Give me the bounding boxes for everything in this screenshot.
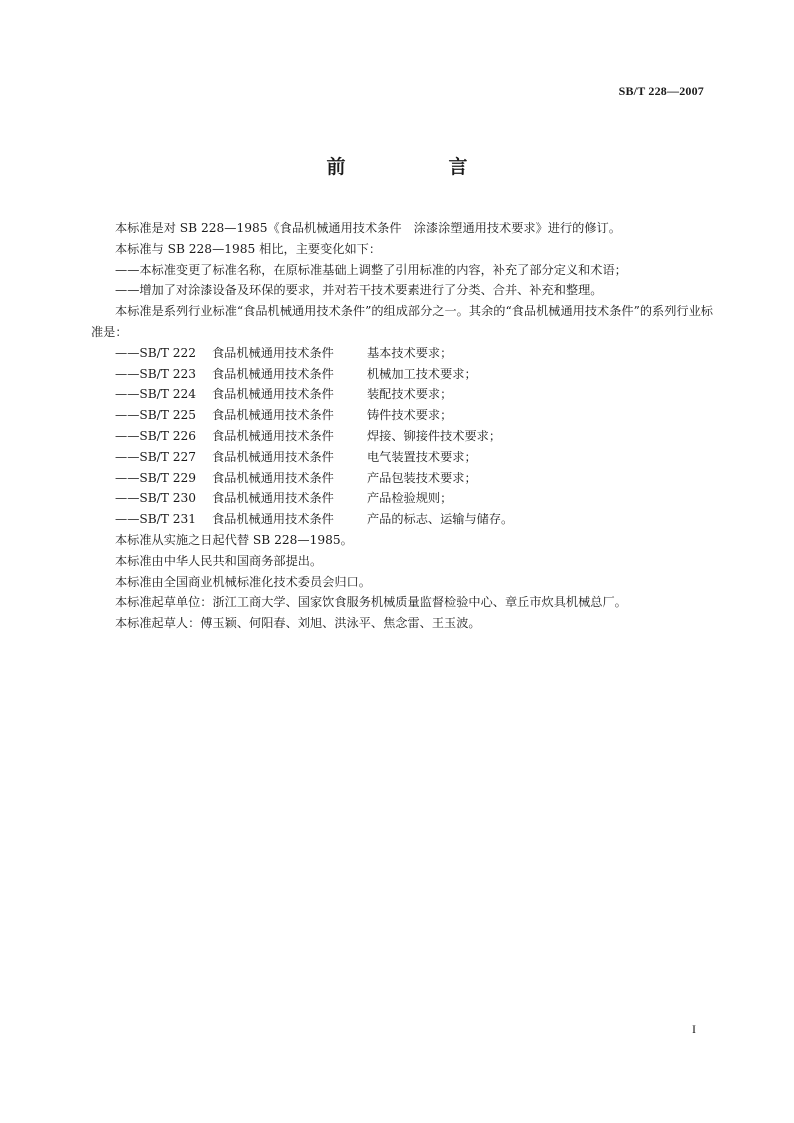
foreword-body xyxy=(91,218,713,634)
standard-topic: 铸件技术要求； xyxy=(367,408,453,423)
paragraph-drafters: 本标准起草人：傅玉颖、何阳春、刘旭、洪泳平、焦念雷、王玉波。 xyxy=(115,616,481,631)
list-item xyxy=(91,426,713,447)
series-name: 食品机械通用技术条件 xyxy=(212,491,334,506)
paragraph-drafting-units: 本标准起草单位：浙江工商大学、国家饮食服务机械质量监督检验中心、章丘市炊具机械总厂。 xyxy=(115,595,627,610)
standard-number: ——SB/T 230 xyxy=(115,491,197,506)
paragraph-change-1: ——本标准变更了标准名称，在原标准基础上调整了引用标准的内容，补充了部分定义和术语； xyxy=(115,262,627,277)
series-name: 食品机械通用技术条件 xyxy=(212,428,334,443)
paragraph-proposer: 本标准由中华人民共和国商务部提出。 xyxy=(115,553,323,568)
standard-code: SB/T 228—2007 xyxy=(618,84,704,98)
standard-topic: 产品包装技术要求； xyxy=(367,470,477,485)
series-name: 食品机械通用技术条件 xyxy=(212,512,334,527)
list-item xyxy=(91,343,713,364)
standard-topic: 产品检验规则； xyxy=(367,491,453,506)
standard-number: ——SB/T 224 xyxy=(115,387,197,402)
series-name: 食品机械通用技术条件 xyxy=(212,366,334,381)
series-name: 食品机械通用技术条件 xyxy=(212,387,334,402)
paragraph-change-2: ——增加了对涂漆设备及环保的要求，并对若干技术要素进行了分类、合并、补充和整理。 xyxy=(115,283,603,298)
standard-number: ——SB/T 229 xyxy=(115,470,197,485)
standard-number: ——SB/T 227 xyxy=(115,449,197,464)
list-item xyxy=(91,405,713,426)
series-name: 食品机械通用技术条件 xyxy=(212,345,334,360)
standard-topic: 装配技术要求； xyxy=(367,387,453,402)
paragraph-replacement: 本标准从实施之日起代替 SB 228—1985。 xyxy=(115,532,353,547)
paragraph-series-intro: 本标准是系列行业标准“食品机械通用技术条件”的组成部分之一。其余的“食品机械通用技术条件”的系列行业标准是： xyxy=(91,304,713,339)
standard-number: ——SB/T 225 xyxy=(115,408,197,423)
list-item xyxy=(91,509,713,530)
standard-topic: 电气装置技术要求； xyxy=(367,449,477,464)
standard-topic: 基本技术要求； xyxy=(367,345,453,360)
list-item xyxy=(91,488,713,509)
series-name: 食品机械通用技术条件 xyxy=(212,449,334,464)
paragraph-revision: 本标准是对 SB 228—1985《食品机械通用技术条件 涂漆涂塑通用技术要求》进行的修订。 xyxy=(115,221,621,235)
standard-topic: 机械加工技术要求； xyxy=(367,366,477,381)
series-name: 食品机械通用技术条件 xyxy=(212,470,334,485)
standard-topic: 产品的标志、运输与储存。 xyxy=(367,512,514,527)
page-number: I xyxy=(692,1022,696,1036)
standard-topic: 焊接、铆接件技术要求； xyxy=(367,428,502,443)
standard-number: ——SB/T 226 xyxy=(115,428,197,443)
list-item xyxy=(91,468,713,489)
paragraph-changes-intro: 本标准与 SB 228—1985 相比，主要变化如下： xyxy=(115,241,382,256)
standard-number: ——SB/T 222 xyxy=(115,345,197,360)
list-item xyxy=(91,364,713,385)
list-item xyxy=(91,384,713,405)
page-title: 前 言 xyxy=(326,156,510,178)
paragraph-committee: 本标准由全国商业机械标准化技术委员会归口。 xyxy=(115,574,371,589)
list-item xyxy=(91,447,713,468)
series-standards-list xyxy=(91,343,713,530)
standard-number: ——SB/T 231 xyxy=(115,512,197,527)
standard-number: ——SB/T 223 xyxy=(115,366,197,381)
series-name: 食品机械通用技术条件 xyxy=(212,408,334,423)
